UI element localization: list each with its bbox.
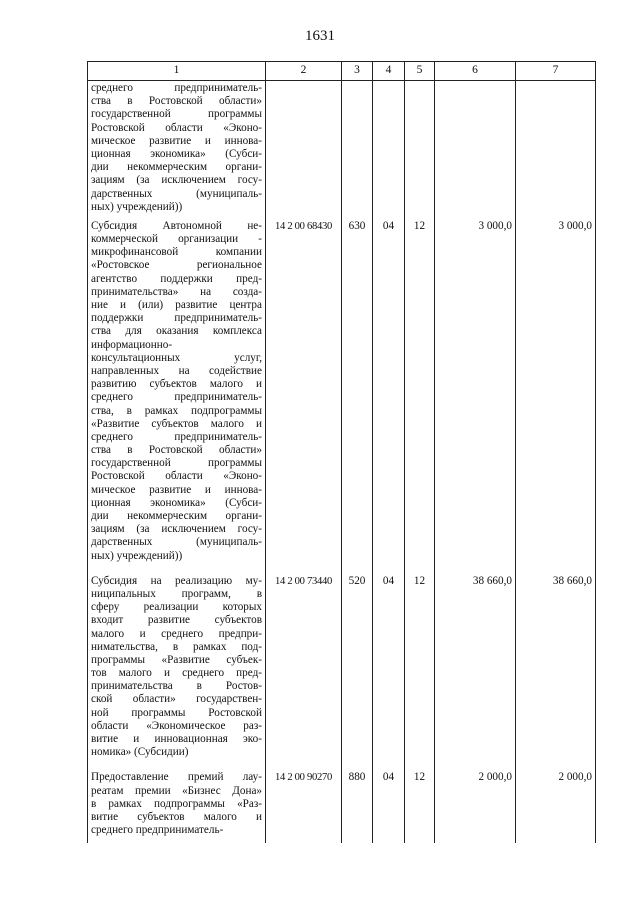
description-line: «Ростовское региональное [91,259,262,272]
description-line: принимательства» на созда- [91,285,262,298]
description-line: ства, в рамках подпрограммы [91,404,262,417]
description-line: ных) учреждений)) [91,200,183,213]
description-line: консультационных услуг, [91,351,262,364]
row-description [88,81,266,214]
header-row [88,62,596,81]
column-header: 5 [405,62,435,81]
description-line: среднего предприниматель- [91,430,262,443]
description-line: «Развитие субъектов малого и [91,417,262,430]
description-line: ской области» государствен- [91,693,262,706]
amount-year-1: 3 000,0 [435,214,516,569]
description-line: ние и (или) развитие центра [91,299,262,311]
row-description [88,765,266,843]
description-line: государственной программы [91,457,262,470]
description-line: информационно- [91,338,173,351]
column-header: 7 [516,62,596,81]
amount-year-1: 2 000,0 [435,765,516,843]
description-line: номика» (Субсидии) [91,746,189,759]
description-line: ниципальных программ, в [91,587,262,600]
column-header: 1 [88,62,266,81]
row-description [88,214,266,569]
budget-table [87,61,596,843]
description-line: дарственных (муниципаль- [91,187,262,200]
description-line: программы «Развитие субъек- [91,653,262,666]
description-line: Субсидия на реализацию му- [91,574,262,587]
description-line: микрофинансовой компании [91,246,262,259]
amount-year-2: 38 660,0 [516,569,596,766]
target-article-code: 14 2 00 90270 [266,765,342,843]
section-code: 04 [373,569,405,766]
column-header: 4 [373,62,405,81]
description-line: витие субъектов малого и [91,810,262,823]
description-line: государственной программы [91,108,262,121]
target-article-code: 14 2 00 73440 [266,569,342,766]
section-code: 04 [373,765,405,843]
description-line: нимательства, в рамках под- [91,640,262,653]
description-line: Ростовской области «Эконо- [91,121,262,134]
table-row [88,214,596,569]
subsection-code: 12 [405,214,435,569]
column-header: 3 [342,62,373,81]
description-line: малого и среднего предпри- [91,627,262,640]
description-line: Субсидия Автономной не- [91,219,262,232]
expense-type-code: 630 [342,214,373,569]
description-line: ционная экономика» (Субси- [91,496,262,509]
description-line: сферу реализации которых [91,601,262,614]
description-line: среднего предприниматель- [91,824,224,837]
description-line: развитию субъектов малого и [91,378,262,391]
row-description [88,569,266,766]
description-line: зациям (за исключением госу- [91,523,262,536]
section-code: 04 [373,214,405,569]
table-row [88,569,596,766]
expense-type-code: 520 [342,569,373,766]
page-number: 1631 [305,28,335,44]
amount-year-2: 3 000,0 [516,214,596,569]
description-line: ционная экономика» (Субси- [91,147,262,160]
description-line: тов малого и среднего пред- [91,667,262,680]
description-line: в рамках подпрограммы «Раз- [91,797,262,810]
subsection-code: 12 [405,765,435,843]
column-header: 2 [266,62,342,81]
description-line: среднего предприниматель- [91,391,262,404]
description-line: среднего предприниматель- [91,82,262,94]
description-line: поддержки предприниматель- [91,312,262,325]
description-line: принимательства в Ростов- [91,680,262,693]
description-line: области «Экономическое раз- [91,719,262,732]
description-line: Предоставление премий лау- [91,771,262,784]
description-line: дии некоммерческим органи- [91,510,262,522]
amount-year-2: 2 000,0 [516,765,596,843]
table-row [88,765,596,843]
target-article-code: 14 2 00 68430 [266,214,342,569]
description-line: ных) учреждений)) [91,549,183,562]
description-line: мическое развитие и иннова- [91,483,262,496]
description-line: коммерческой организации - [91,233,262,246]
table-row-continuation [88,81,596,214]
description-line: зациям (за исключением госу- [91,174,262,187]
description-line: ства в Ростовской области» [91,444,262,457]
amount-year-1: 38 660,0 [435,569,516,766]
expense-type-code: 880 [342,765,373,843]
description-line: Ростовской области «Эконо- [91,470,262,483]
description-line: ства для оказания комплекса [91,325,262,338]
description-line: реатам премии «Бизнес Дона» [91,784,262,797]
column-header: 6 [435,62,516,81]
description-line: витие и инновационная эко- [91,733,262,745]
description-line: агентство поддержки пред- [91,272,262,285]
description-line: дии некоммерческим органи- [91,161,262,174]
description-line: ства в Ростовской области» [91,95,262,108]
description-line: ной программы Ростовской [91,706,262,719]
subsection-code: 12 [405,569,435,766]
description-line: входит развитие субъектов [91,614,262,627]
description-line: мическое развитие и иннова- [91,134,262,147]
description-line: дарственных (муниципаль- [91,536,262,549]
description-line: направленных на содействие [91,364,262,377]
